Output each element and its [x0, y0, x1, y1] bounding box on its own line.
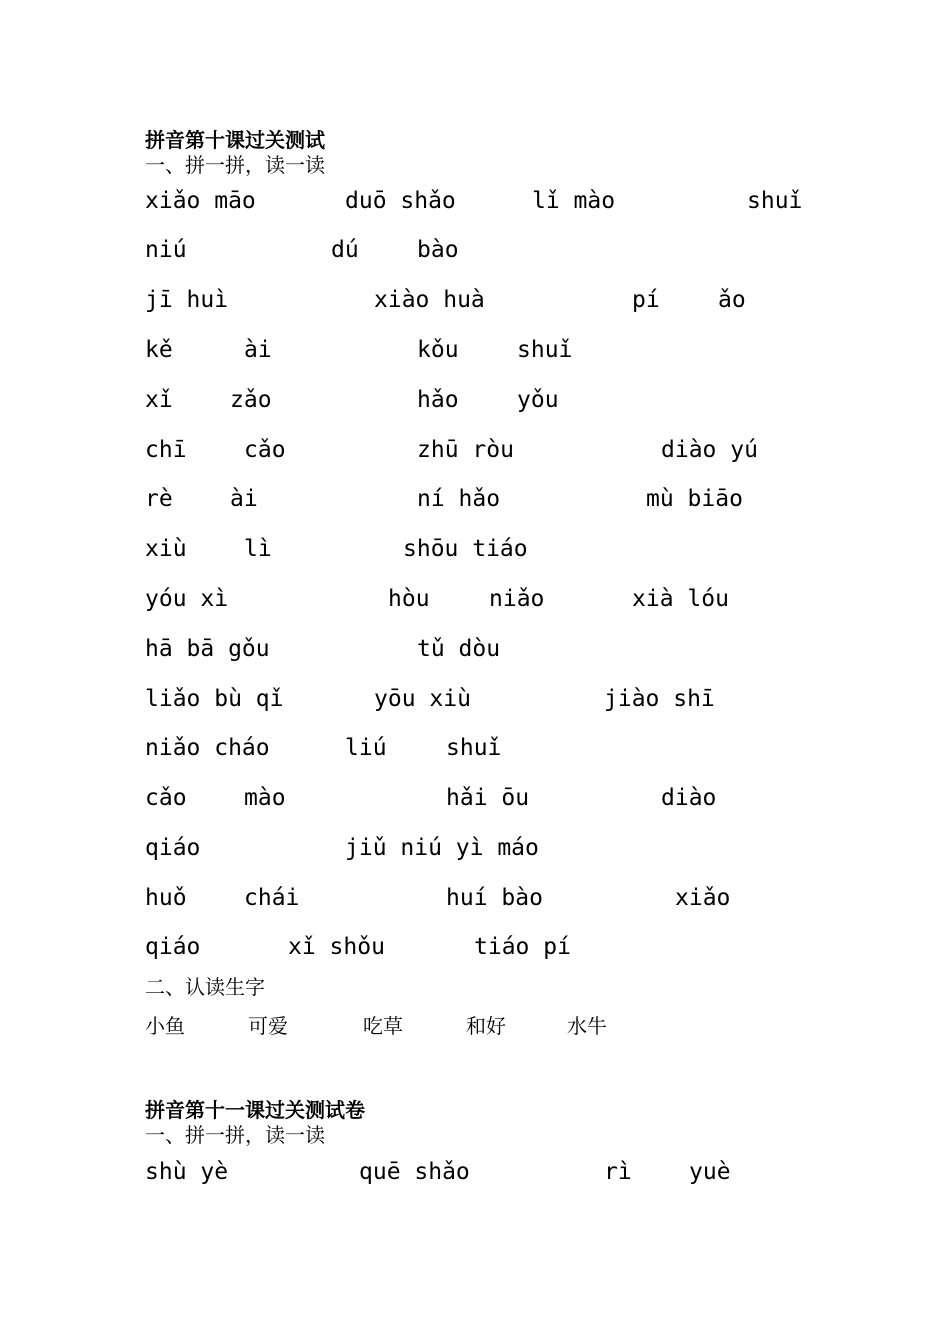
pinyin-word: xiù [145, 536, 187, 562]
pinyin-word: qiáo [145, 934, 201, 960]
pinyin-row-4 [0, 335, 950, 369]
pinyin-row-7 [0, 484, 950, 518]
pinyin-word: qiáo [145, 835, 201, 861]
pinyin-word: ǎo [718, 287, 746, 313]
pinyin-row-13 [0, 783, 950, 817]
lesson10-section1-heading: 一、拼一拼，读一读 [145, 153, 325, 177]
pinyin-word: shōu tiáo [403, 536, 528, 562]
pinyin-word: shuǐ [747, 188, 803, 214]
pinyin-word: tiáo pí [474, 934, 571, 960]
pinyin-word: hòu [388, 586, 430, 612]
character-word: 小鱼 [145, 1014, 185, 1038]
pinyin-word: hǎo [417, 387, 459, 413]
pinyin-row-16 [0, 932, 950, 966]
pinyin-word: yǒu [517, 387, 559, 413]
pinyin-word: rì [604, 1159, 632, 1185]
pinyin-word: xiào huà [374, 287, 485, 313]
pinyin-word: cǎo [244, 437, 286, 463]
pinyin-row-1 [0, 186, 950, 220]
pinyin-word: niú [145, 237, 187, 263]
pinyin-word: yōu xiù [374, 686, 471, 712]
pinyin-word: zhū ròu [417, 437, 514, 463]
pinyin-word: dú [331, 237, 359, 263]
pinyin-row-11 [0, 684, 950, 718]
pinyin-word: kǒu [417, 337, 459, 363]
pinyin-row-9 [0, 584, 950, 618]
pinyin-word: niǎo [489, 586, 545, 612]
pinyin-word: xià lóu [632, 586, 729, 612]
pinyin-word: bào [417, 237, 459, 263]
pinyin-word: mù biāo [646, 486, 743, 512]
pinyin-word: diào [661, 785, 717, 811]
lesson10-title: 拼音第十课过关测试 [145, 128, 325, 152]
pinyin-word: tǔ dòu [417, 636, 501, 662]
pinyin-word: xiǎo māo [145, 188, 256, 214]
character-word: 和好 [466, 1014, 506, 1038]
pinyin-word: shù yè [145, 1159, 229, 1185]
pinyin-word: cǎo [145, 785, 187, 811]
character-word: 可爱 [248, 1014, 288, 1038]
pinyin-word: kě [145, 337, 173, 363]
lesson10-section2-heading: 二、认读生字 [145, 975, 265, 999]
pinyin-word: xiǎo [675, 885, 731, 911]
pinyin-word: xǐ [145, 387, 173, 413]
pinyin-word: huí bào [446, 885, 543, 911]
pinyin-word: ài [230, 486, 258, 512]
pinyin-row-2 [0, 235, 950, 269]
pinyin-word: zǎo [230, 387, 272, 413]
pinyin-row-8 [0, 534, 950, 568]
character-word: 水牛 [567, 1014, 607, 1038]
pinyin-word: mào [244, 785, 286, 811]
pinyin-row-6 [0, 435, 950, 469]
pinyin-word: jiào shī [604, 686, 715, 712]
pinyin-word: chái [244, 885, 300, 911]
pinyin-word: yóu xì [145, 586, 229, 612]
pinyin-word: huǒ [145, 885, 187, 911]
pinyin-word: jiǔ niú yì máo [345, 835, 539, 861]
pinyin-word: quē shǎo [359, 1159, 470, 1185]
pinyin-word: lǐ mào [532, 188, 616, 214]
pinyin-row-14 [0, 833, 950, 867]
pinyin-row-10 [0, 634, 950, 668]
pinyin-word: liú [345, 735, 387, 761]
pinyin-word: jī huì [145, 287, 229, 313]
pinyin-word: shuǐ [446, 735, 502, 761]
pinyin-word: lì [244, 536, 272, 562]
pinyin-word: xǐ shǒu [288, 934, 385, 960]
pinyin-row-12 [0, 733, 950, 767]
lesson11-title: 拼音第十一课过关测试卷 [145, 1098, 365, 1122]
pinyin-word: ài [244, 337, 272, 363]
pinyin-word: chī [145, 437, 187, 463]
pinyin-word: ní hǎo [417, 486, 501, 512]
pinyin-row-15 [0, 883, 950, 917]
pinyin-row-3 [0, 285, 950, 319]
pinyin-word: diào yú [661, 437, 758, 463]
pinyin-word: hǎi ōu [446, 785, 530, 811]
lesson11-section1-heading: 一、拼一拼，读一读 [145, 1123, 325, 1147]
pinyin-word: pí [632, 287, 660, 313]
pinyin-word: hā bā gǒu [145, 636, 270, 662]
pinyin-word: yuè [689, 1159, 731, 1185]
pinyin-word: rè [145, 486, 173, 512]
pinyin-word: shuǐ [517, 337, 573, 363]
pinyin-word: niǎo cháo [145, 735, 270, 761]
pinyin-row-lesson11-1 [0, 1157, 950, 1191]
pinyin-row-5 [0, 385, 950, 419]
pinyin-word: liǎo bù qǐ [145, 686, 284, 712]
pinyin-word: duō shǎo [345, 188, 456, 214]
character-word: 吃草 [363, 1014, 403, 1038]
